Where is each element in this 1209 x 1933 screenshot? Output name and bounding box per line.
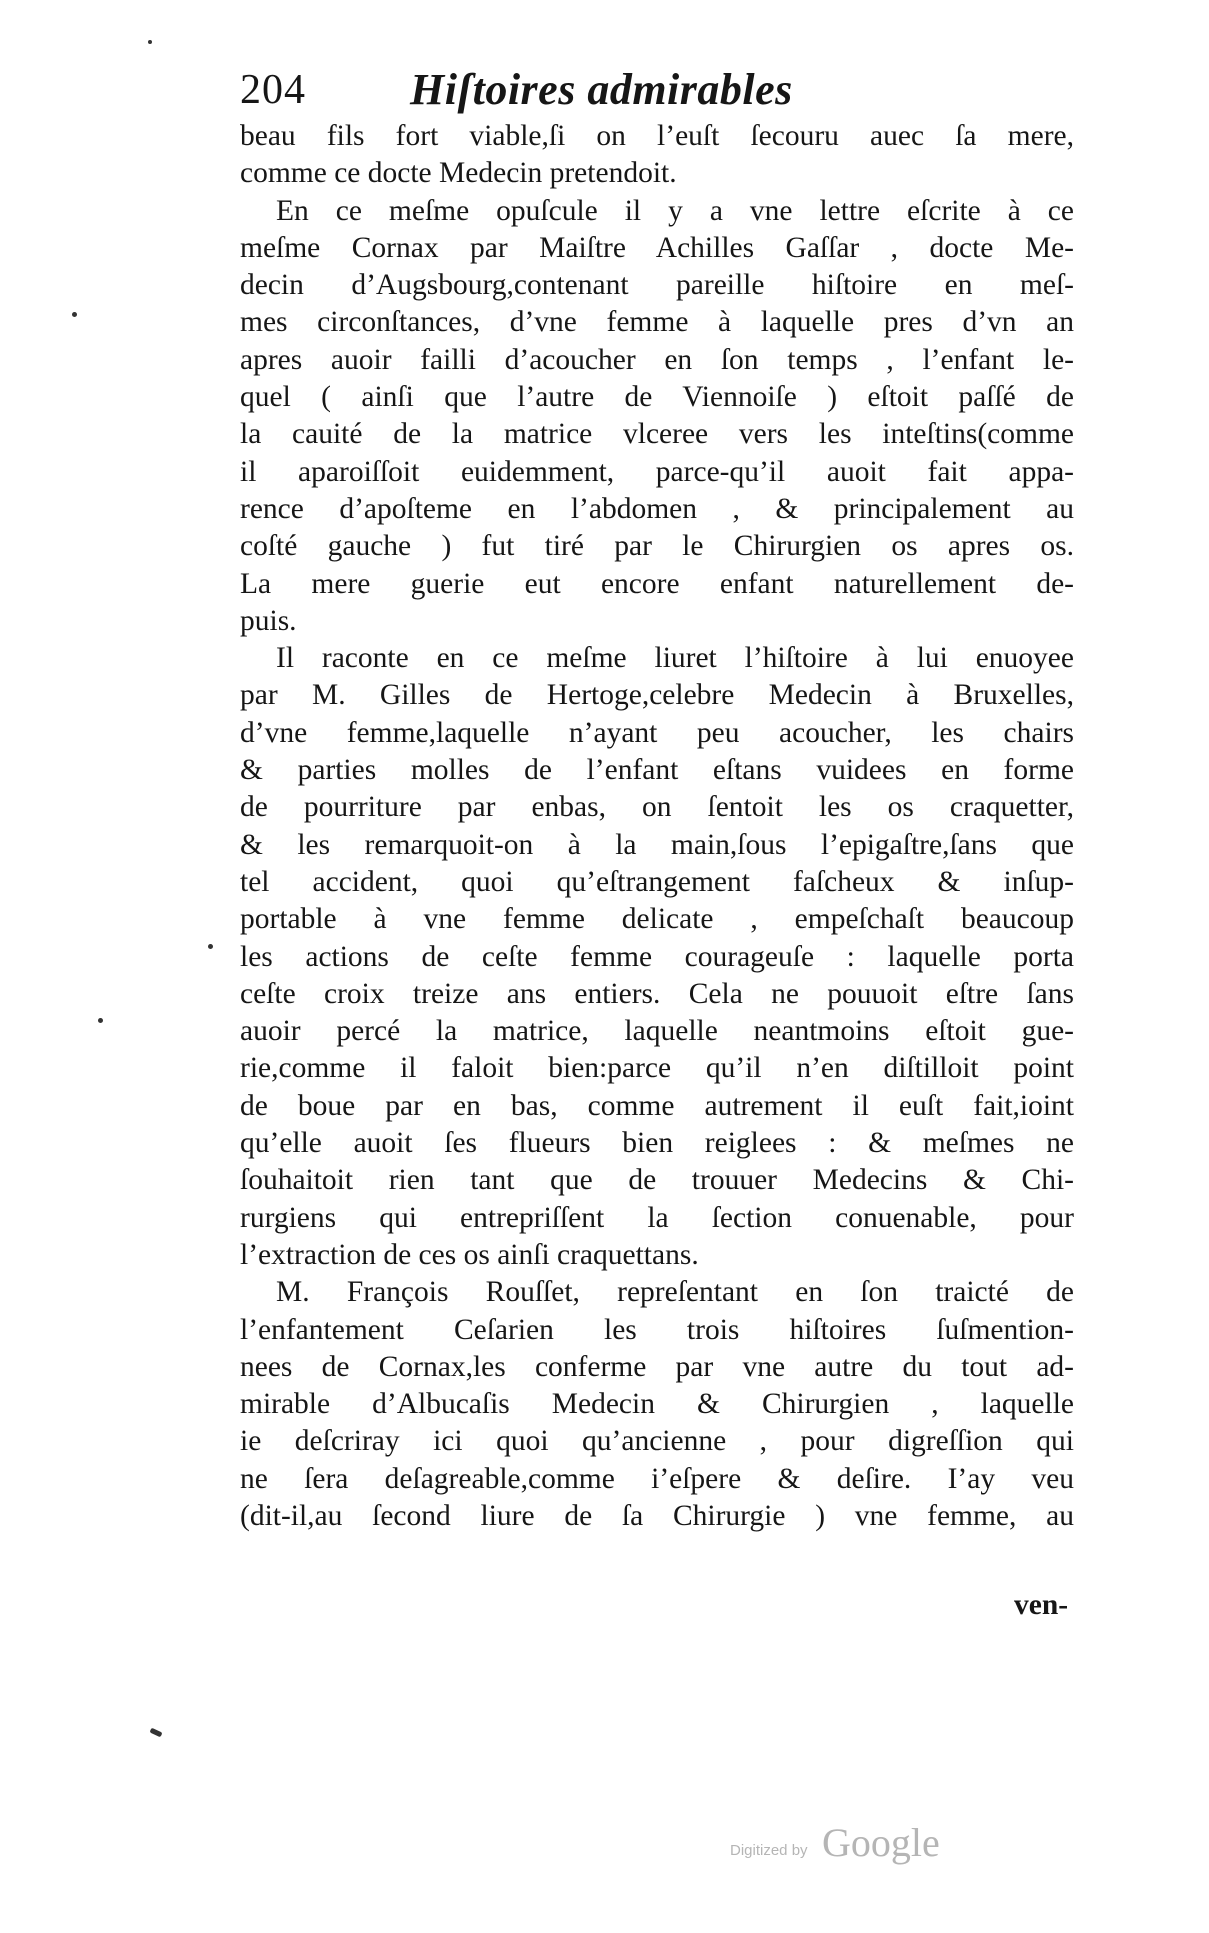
text-line: M. François Rouſſet, repreſentant en ſon traicté de <box>276 1276 1074 1309</box>
text-line: ſouhaitoit rien tant que de trouuer Medecins & Chi- <box>240 1164 1074 1197</box>
google-logo: Google <box>822 1820 940 1865</box>
text-line: puis. <box>240 604 297 637</box>
text-line: mirable d’Albucaſis Medecin & Chirurgien , laquelle <box>240 1388 1074 1421</box>
text-line: ceſte croix treize ans entiers. Cela ne pouuoit eſtre ſans <box>240 977 1074 1010</box>
text-line: rence d’apoſteme en l’abdomen , & principalement au <box>240 492 1074 525</box>
text-line: beau fils fort viable,ſi on l’euſt ſecouru auec ſa mere, <box>240 120 1074 152</box>
catchword: ven- <box>1014 1589 1069 1621</box>
text-line: de boue par en bas, comme autrement il euſt fait,ioint <box>240 1089 1074 1122</box>
text-line: l’extraction de ces os ainſi craquettans. <box>240 1238 699 1271</box>
text-line: apres auoir failli d’acoucher en ſon temps , l’enfant le- <box>240 343 1074 376</box>
text-line: les actions de ceſte femme courageuſe : laquelle porta <box>240 940 1074 973</box>
text-line: qu’elle auoit ſes flueurs bien reiglees : & meſmes ne <box>240 1127 1074 1160</box>
ink-speck <box>98 1018 103 1023</box>
ink-speck <box>208 944 213 949</box>
text-line: de pourriture par enbas, on ſentoit les os craquetter, <box>240 791 1074 824</box>
running-title: Hiſtoires admirables <box>410 65 793 114</box>
text-line: rie,comme il faloit bien:parce qu’il n’en diſtilloit point <box>240 1052 1074 1085</box>
text-line: il aparoiſſoit euidemment, parce-qu’il auoit fait appa- <box>240 455 1074 488</box>
text-line: (dit-il,au ſecond liure de ſa Chirurgie ) vne femme, au <box>240 1499 1074 1532</box>
digitized-watermark <box>730 1820 990 1870</box>
text-line: quel ( ainſi que l’autre de Viennoiſe ) eſtoit paſſé de <box>240 381 1074 414</box>
body-text <box>240 118 1074 1535</box>
text-line: ne ſera deſagreable,comme i’eſpere & deſire. I’ay veu <box>240 1462 1074 1495</box>
page-header <box>240 60 880 120</box>
text-line: la cauité de la matrice vlceree vers les inteſtins(comme <box>240 418 1074 451</box>
text-line: Il raconte en ce meſme liuret l’hiſtoire à lui enuoyee <box>276 642 1074 675</box>
text-line: coſté gauche ) fut tiré par le Chirurgien os apres os. <box>240 530 1074 563</box>
text-line: auoir percé la matrice, laquelle neantmoins eſtoit gue- <box>240 1015 1074 1048</box>
text-line: & les remarquoit-on à la main,ſous l’epigaſtre,ſans que <box>240 828 1074 861</box>
text-line: tel accident, quoi qu’eſtrangement faſcheux & inſup- <box>240 865 1074 898</box>
text-line: mes circonſtances, d’vne femme à laquelle pres d’vn an <box>240 306 1074 339</box>
text-line: & parties molles de l’enfant eſtans vuidees en forme <box>240 754 1074 787</box>
text-line: meſme Cornax par Maiſtre Achilles Gaſſar , docte Me- <box>240 231 1074 264</box>
text-line: d’vne femme,laquelle n’ayant peu acoucher, les chairs <box>240 716 1074 749</box>
text-line: rurgiens qui entrepriſſent la ſection conuenable, pour <box>240 1201 1074 1234</box>
text-line: l’enfantement Ceſarien les trois hiſtoires ſuſmention- <box>240 1313 1074 1346</box>
text-line: portable à vne femme delicate , empeſchaſt beaucoup <box>240 903 1074 936</box>
ink-speck <box>72 312 77 317</box>
text-line: par M. Gilles de Hertoge,celebre Medecin à Bruxelles, <box>240 679 1074 712</box>
page-number: 204 <box>240 67 306 113</box>
text-line: La mere guerie eut encore enfant naturellement de- <box>240 567 1074 600</box>
ink-speck <box>148 40 152 44</box>
text-line: decin d’Augsbourg,contenant pareille hiſtoire en meſ- <box>240 269 1074 302</box>
text-line: En ce meſme opuſcule il y a vne lettre eſcrite à ce <box>276 194 1074 227</box>
ink-speck <box>150 1728 163 1738</box>
watermark-prefix: Digitized by <box>730 1842 808 1859</box>
text-line: ie deſcriray ici quoi qu’ancienne , pour digreſſion qui <box>240 1425 1074 1458</box>
text-line: comme ce docte Medecin pretendoit. <box>240 157 677 190</box>
text-line: nees de Cornax,les conferme par vne autre du tout ad- <box>240 1350 1074 1383</box>
